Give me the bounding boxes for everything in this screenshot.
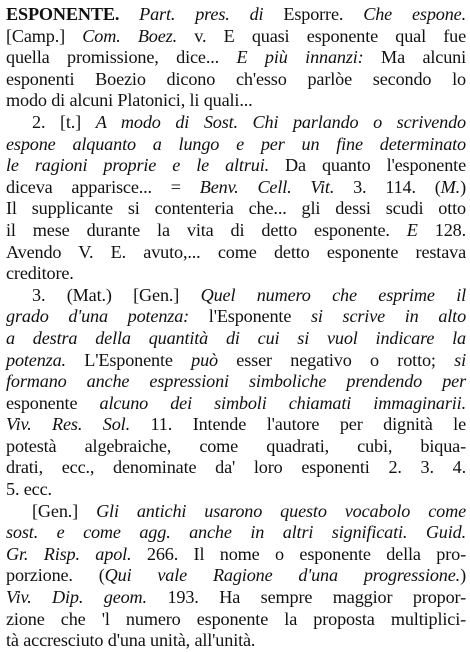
italic-text: Viv. Dip. geom. [6, 587, 147, 608]
text-run: Ma alcuni [363, 47, 466, 68]
italic-text: a destra della quantità di cui si vuol indicare la [6, 327, 466, 348]
italic-text: Quel numero che esprime il [200, 284, 466, 305]
text-run: [Camp.] [6, 25, 83, 46]
text-run: esser negativo o rotto; [217, 349, 455, 370]
entry-line [6, 47, 466, 69]
text-run: porzione. ( [6, 565, 105, 586]
entry-line [6, 306, 466, 328]
text-run: Avendo V. E. avuto,... come detto esponente restava [6, 241, 466, 262]
entry-line [6, 544, 466, 566]
text-run: potestà algebraiche, come quadrati, cubi, biqua- [6, 435, 466, 456]
entry-line [6, 198, 466, 220]
text-run: ) [460, 565, 466, 586]
entry-line [6, 134, 466, 156]
dictionary-entry [6, 4, 466, 652]
entry-line [6, 90, 466, 112]
text-run [119, 4, 139, 24]
italic-text: alcuno dei simboli chiamati immaginarii. [99, 392, 466, 413]
text-run: Il supplicante si contenteria che... gli dessi scudi otto [6, 198, 466, 219]
entry-line [6, 587, 466, 609]
entry-line [6, 285, 466, 307]
italic-text: E più innanzi: [236, 47, 364, 68]
italic-text: Viv. Res. Sol. [6, 414, 130, 435]
text-run: 3. 114. ( [334, 176, 441, 197]
italic-text: Gli antichi usarono questo vocabolo come [96, 500, 466, 521]
entry-line [6, 457, 466, 479]
text-run: Esporre [283, 4, 339, 24]
entry-line [6, 522, 466, 544]
italic-text: formano anche espressioni simboliche prendendo per [6, 371, 466, 392]
text-run: ) [460, 176, 466, 197]
text-run: l'Esponente [189, 306, 311, 327]
italic-text: potenza. [6, 349, 66, 370]
entry-line [6, 414, 466, 436]
text-run: zione che 'l numero esponente la proposta multiplici- [6, 608, 466, 629]
italic-text: grado d'una potenza: [6, 306, 190, 327]
entry-line [6, 220, 466, 242]
headword: ESPONENTE. [6, 4, 120, 24]
entry-line [6, 630, 466, 652]
text-run: drati, ecc., denominate da' loro esponenti 2. 3. 4. [6, 457, 466, 478]
text-run: 11. Intende l'autore per dignità le [129, 414, 466, 435]
text-run: 2. [t.] [32, 111, 96, 132]
italic-text: Qui vale Ragione d'una progressione. [104, 565, 461, 586]
italic-text: Com. Boez. [82, 25, 177, 46]
entry-line [6, 565, 466, 587]
text-run: . [338, 4, 364, 24]
italic-text: M. [440, 176, 461, 197]
entry-line [6, 609, 466, 631]
italic-text: può [191, 349, 218, 370]
italic-text: si scrive in alto [310, 306, 467, 327]
text-run: 193. Ha sempre maggior propor- [146, 587, 466, 608]
entry-line [6, 371, 466, 393]
italic-text: Gr. Risp. apol. [6, 543, 132, 564]
entry-line [6, 155, 466, 177]
entry-line [6, 350, 466, 372]
text-run: 266. Il nome o esponente della pro- [131, 543, 466, 564]
entry-line [6, 26, 466, 48]
text-run: 5. ecc. [6, 479, 52, 500]
entry-line [6, 112, 466, 134]
entry-line [6, 479, 466, 501]
italic-text: espone alquanto a lungo e per un fine determinato [6, 133, 466, 154]
text-run: modo di alcuni Platonici, li quali... [6, 90, 253, 111]
text-run: diceva apparisce... = [6, 176, 200, 197]
text-run: il mese durante la vita di detto esponente. [6, 219, 407, 240]
italic-text: Benv. Cell. Vit. [199, 176, 335, 197]
italic-text: sost. e come agg. anche in altri significati. Guid. [6, 522, 466, 543]
text-run: tà accresciuto d'una unità, all'unità. [6, 630, 256, 651]
text-run: creditore. [6, 263, 74, 284]
italic-text: si [454, 349, 466, 370]
entry-line [6, 69, 466, 91]
text-run: 128. [417, 219, 466, 240]
italic-text: Che espone. [363, 4, 466, 24]
italic-text: Part. pres. di [139, 4, 284, 24]
entry-line [6, 328, 466, 350]
text-run: 3. (Mat.) [Gen.] [32, 284, 201, 305]
text-run: quella promissione, dice... [6, 47, 237, 68]
text-run: v. E quasi esponente qual fue [177, 25, 467, 46]
entry-line [6, 242, 466, 264]
text-run: esponenti Boezio dicono ch'esso parlòe secondo lo [6, 68, 466, 89]
entry-line [6, 263, 466, 285]
entry-line [6, 436, 466, 458]
text-run: Da quanto l'esponente [269, 155, 467, 176]
italic-text: A modo di Sost. Chi parlando o scrivendo [95, 111, 467, 132]
italic-text: E [406, 219, 418, 240]
text-run: [Gen.] [32, 500, 97, 521]
entry-line [6, 393, 466, 415]
entry-line [6, 501, 466, 523]
text-run: L'Esponente [65, 349, 192, 370]
text-run: esponente [6, 392, 100, 413]
italic-text: le ragioni proprie e le altrui. [6, 155, 269, 176]
entry-line [6, 177, 466, 199]
entry-line [6, 4, 466, 26]
